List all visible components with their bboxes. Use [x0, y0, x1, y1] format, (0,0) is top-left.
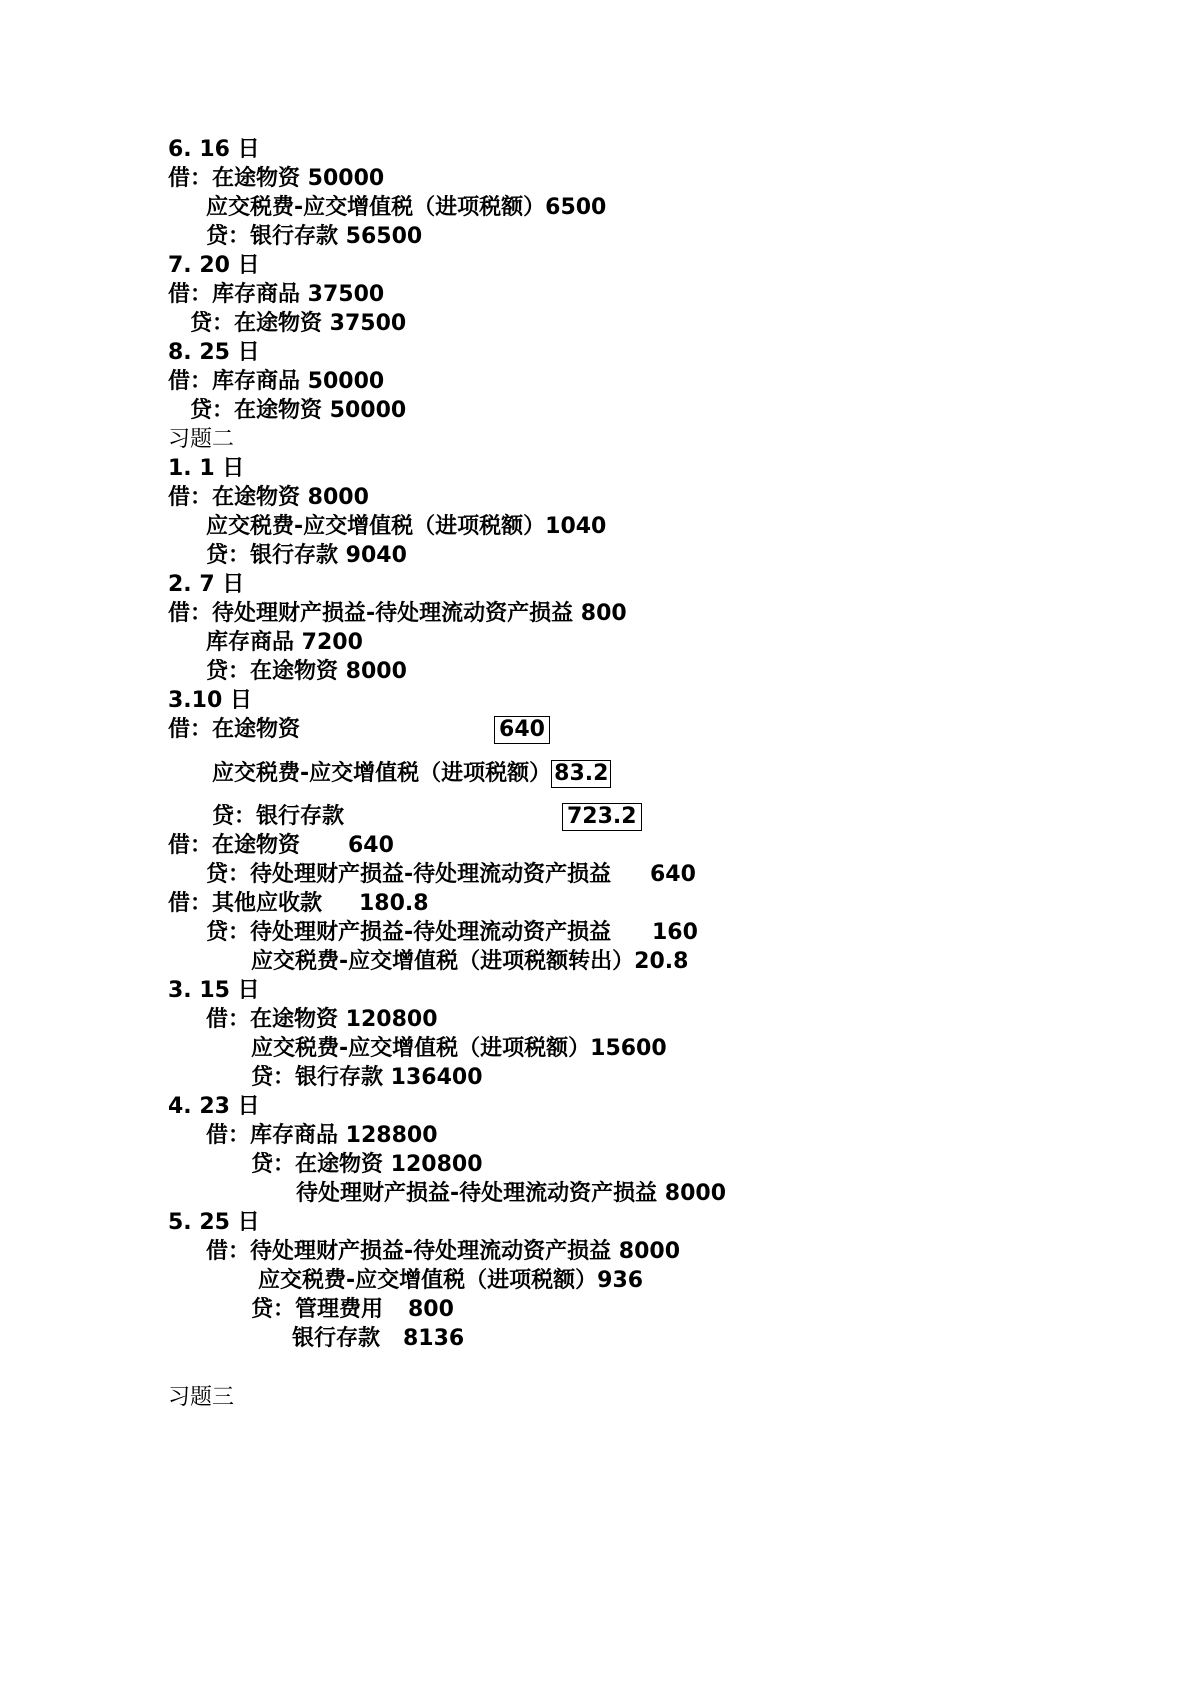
debit-line: 借：待处理财产损益-待处理流动资产损益 8000: [206, 1239, 681, 1264]
amount: 800: [408, 1297, 454, 1322]
boxed-amount: 640: [494, 716, 550, 744]
debit-line: 借：在途物资: [168, 717, 301, 742]
debit-line: 借：其他应收款: [168, 891, 323, 916]
debit-line: 借：在途物资: [168, 833, 301, 858]
credit-line: 贷：银行存款 9040: [206, 543, 407, 568]
entry-heading: 3. 15 日: [168, 978, 260, 1003]
credit-line: 贷：银行存款 136400: [251, 1065, 483, 1090]
credit-line: 贷：银行存款: [212, 804, 345, 829]
debit-line: 应交税费-应交增值税（进项税额）15600: [251, 1036, 667, 1061]
debit-line: [212, 760, 611, 788]
debit-line: 应交税费-应交增值税（进项税额）6500: [206, 195, 607, 220]
entry-heading: 5. 25 日: [168, 1210, 260, 1235]
credit-line: 贷：在途物资 37500: [190, 311, 407, 336]
entry-heading: 8. 25 日: [168, 340, 260, 365]
entry-heading: 4. 23 日: [168, 1094, 260, 1119]
amount: 640: [348, 833, 394, 858]
debit-line: 借：待处理财产损益-待处理流动资产损益 800: [168, 601, 627, 626]
debit-line: 借：在途物资 8000: [168, 485, 369, 510]
boxed-amount: 723.2: [562, 803, 642, 831]
credit-line: 贷：在途物资 50000: [190, 398, 407, 423]
debit-line: 借：库存商品 128800: [206, 1123, 438, 1148]
credit-line: 应交税费-应交增值税（进项税额转出）20.8: [251, 949, 689, 974]
entry-heading: 2. 7 日: [168, 572, 245, 597]
amount: 180.8: [359, 891, 429, 916]
debit-line: 借：库存商品 50000: [168, 369, 385, 394]
credit-line: 待处理财产损益-待处理流动资产损益 8000: [296, 1181, 727, 1206]
amount: 160: [652, 920, 698, 945]
debit-line: 借：库存商品 37500: [168, 282, 385, 307]
credit-line: 贷：在途物资 8000: [206, 659, 407, 684]
credit-line: 贷：待处理财产损益-待处理流动资产损益: [206, 920, 612, 945]
entry-heading: 1. 1 日: [168, 456, 245, 481]
account-name: 应交税费-应交增值税（进项税额）: [212, 761, 552, 786]
debit-line: 借：在途物资 120800: [206, 1007, 438, 1032]
credit-line: 贷：银行存款 56500: [206, 224, 423, 249]
section-title: 习题三: [168, 1385, 235, 1410]
entry-heading: 3.10 日: [168, 688, 252, 713]
debit-line: 应交税费-应交增值税（进项税额）1040: [206, 514, 607, 539]
credit-line: 贷：在途物资 120800: [251, 1152, 483, 1177]
debit-line: 应交税费-应交增值税（进项税额）936: [258, 1268, 644, 1293]
entry-heading: 7. 20 日: [168, 253, 260, 278]
section-title: 习题二: [168, 427, 235, 452]
debit-line: 借：在途物资 50000: [168, 166, 385, 191]
amount: 640: [650, 862, 696, 887]
credit-line: 银行存款: [292, 1326, 381, 1351]
credit-line: 贷：待处理财产损益-待处理流动资产损益: [206, 862, 612, 887]
credit-line: 贷：管理费用: [251, 1297, 384, 1322]
debit-line: 库存商品 7200: [206, 630, 363, 655]
amount: 8136: [403, 1326, 465, 1351]
boxed-amount: 83.2: [551, 760, 611, 788]
entry-heading: 6. 16 日: [168, 137, 260, 162]
